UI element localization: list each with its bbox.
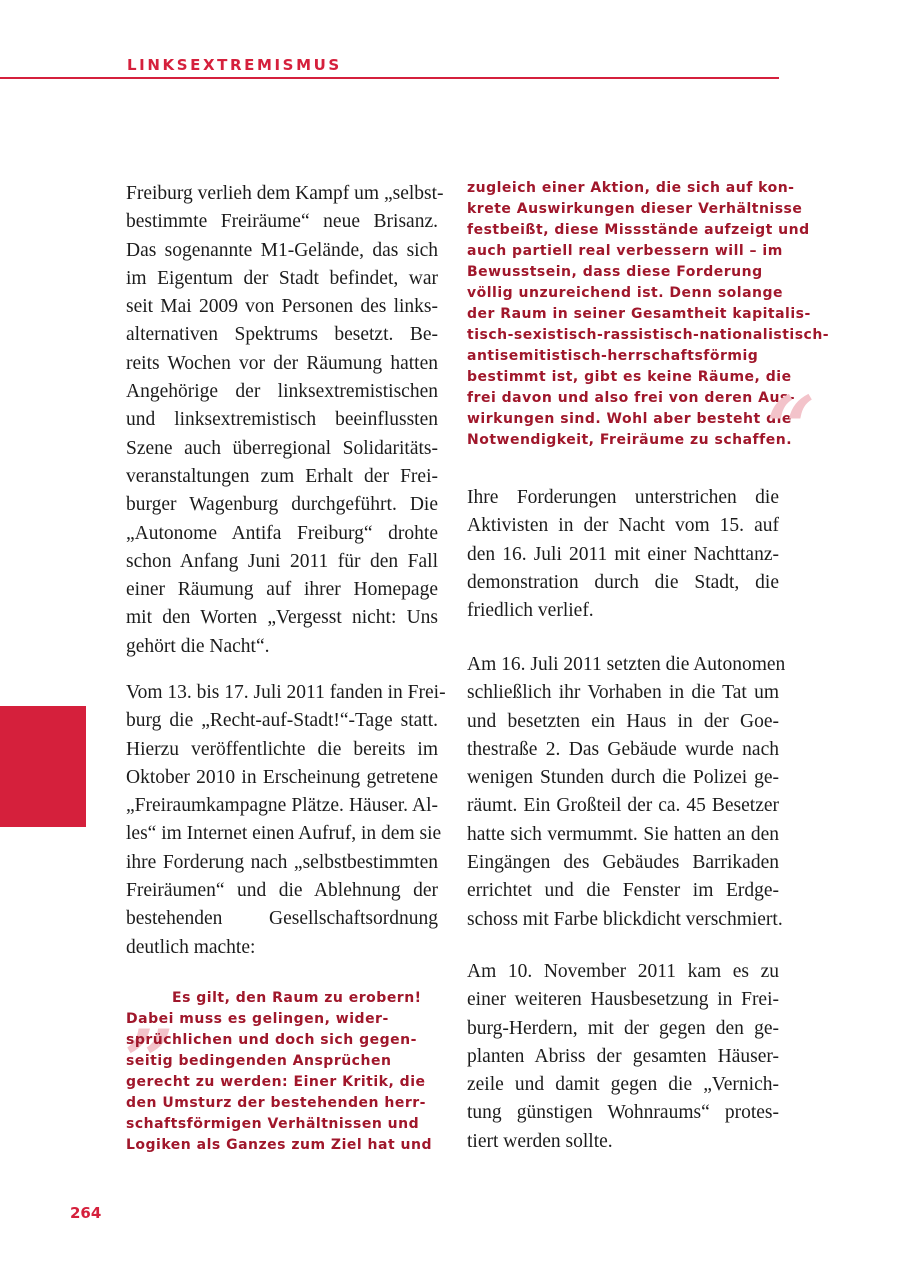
text-line: seitig bedingenden Ansprüchen (126, 1053, 392, 1069)
right-paragraph-2 (467, 651, 786, 934)
text-line: schließlich ihr Vorhaben in die Tat um (467, 682, 779, 704)
text-line: tiert werden sollte. (467, 1130, 613, 1152)
text-line: Am 10. November 2011 kam es zu (467, 961, 779, 982)
text-line: hatte sich vermummt. Sie hatten an den (467, 823, 779, 845)
text-line: räumt. Ein Großteil der ca. 45 Besetzer (467, 795, 779, 817)
text-line: veranstaltungen zum Erhalt der Frei- (126, 465, 438, 487)
side-color-bar (0, 706, 86, 827)
text-line: ihre Forderung nach „selbstbestimmten (126, 851, 438, 873)
text-line: Dabei muss es gelingen, wider- (126, 1011, 389, 1027)
text-line: völlig unzureichend ist. Denn solange (467, 285, 784, 301)
text-line: tung günstigen Wohnraums“ protes- (467, 1102, 779, 1124)
page-number: 264 (70, 1204, 102, 1222)
text-line: Notwendigkeit, Freiräume zu schaffen. (467, 432, 793, 448)
text-line: Szene auch überregional Solidaritäts- (126, 437, 438, 459)
close-quote-mark: “ (766, 378, 816, 479)
right-column-2 (467, 651, 786, 934)
text-line: Logiken als Ganzes zum Ziel hat und (126, 1137, 432, 1153)
text-line: wenigen Stunden durch die Polizei ge- (467, 767, 779, 789)
text-line: sprüchlichen und doch sich gegen- (126, 1032, 417, 1048)
text-line: krete Auswirkungen dieser Verhältnisse (467, 201, 803, 217)
text-line: „Freiraumkampagne Plätze. Häuser. Al- (126, 795, 438, 817)
left-column-2 (126, 679, 446, 962)
text-line: mit den Worten „Vergesst nicht: Uns (126, 607, 438, 629)
text-line: Vom 13. bis 17. Juli 2011 fanden in Frei- (126, 682, 446, 703)
text-line: burger Wagenburg durchgeführt. Die (126, 494, 438, 516)
header-rule (0, 77, 779, 79)
text-line: schoss mit Farbe blickdicht verschmiert. (467, 908, 783, 930)
text-line: gerecht zu werden: Einer Kritik, die (126, 1074, 426, 1090)
text-line: Eingängen des Gebäudes Barrikaden (467, 852, 779, 874)
text-line: schon Anfang Juni 2011 für den Fall (126, 550, 438, 572)
left-paragraph-1 (126, 180, 444, 661)
text-line: Angehörige der linksextremistischen (126, 381, 438, 403)
text-line: Es gilt, den Raum zu erobern! (172, 990, 422, 1006)
right-column-3 (467, 958, 779, 1156)
text-line: Freiburg verlieh dem Kampf um „selbst- (126, 183, 444, 204)
text-line: reits Wochen vor der Räumung hatten (126, 352, 438, 374)
text-line: planten Abriss der gesamten Häuser- (467, 1045, 779, 1067)
text-line: friedlich verlief. (467, 600, 594, 622)
text-line: auch partiell real verbessern will – im (467, 243, 783, 259)
text-line: den 16. Juli 2011 mit einer Nachttanz- (467, 543, 779, 565)
text-line: „Autonome Antifa Freiburg“ drohte (126, 522, 438, 544)
quote-part-1 (126, 988, 438, 1156)
text-line: und linksextremistisch beeinflussten (126, 409, 438, 431)
text-line: zeile und damit gegen die „Vernich- (467, 1074, 779, 1096)
text-line: deutlich machte: (126, 936, 256, 958)
text-line: Oktober 2010 in Erscheinung getretene (126, 766, 438, 788)
text-line: gehört die Nacht“. (126, 635, 270, 657)
text-line: der Raum in seiner Gesamtheit kapitalis- (467, 306, 811, 322)
right-paragraph-1 (467, 484, 779, 625)
text-line: schaftsförmigen Verhältnissen und (126, 1116, 420, 1132)
text-line: errichtet und die Fenster im Erdge- (467, 880, 779, 902)
text-line: Ihre Forderungen unterstrichen die (467, 487, 779, 508)
text-line: les“ im Internet einen Aufruf, in dem sie (126, 823, 442, 845)
text-line: antisemitistisch-herrschaftsförmig (467, 348, 759, 364)
running-header-title: LINKSEXTREMISMUS (127, 56, 342, 74)
text-line: den Umsturz der bestehenden herr- (126, 1095, 426, 1111)
right-paragraph-3 (467, 958, 779, 1156)
text-line: Hierzu veröffentlichte die bereits im (126, 738, 438, 760)
left-column (126, 180, 444, 661)
text-line: festbeißt, diese Missstände aufzeigt und (467, 222, 810, 238)
text-line: einer Räumung auf ihrer Homepage (126, 579, 438, 601)
text-line: bestimmt ist, gibt es keine Räume, die (467, 369, 792, 385)
right-column-1 (467, 484, 779, 625)
left-paragraph-2 (126, 679, 446, 962)
text-line: burg die „Recht-auf-Stadt!“-Tage statt. (126, 710, 438, 732)
text-line: im Eigentum der Stadt befindet, war (126, 267, 438, 289)
text-line: demonstration durch die Stadt, die (467, 571, 779, 593)
text-line: zugleich einer Aktion, die sich auf kon- (467, 180, 795, 196)
text-line: tisch-sexistisch-rassistisch-nationalistisch- (467, 327, 830, 343)
text-line: Freiräumen“ und die Ablehnung der (126, 880, 438, 902)
text-line: einer weiteren Hausbesetzung in Frei- (467, 989, 779, 1011)
text-line: bestehenden Gesellschaftsordnung (126, 908, 438, 930)
text-line: alternativen Spektrums besetzt. Be- (126, 324, 438, 346)
text-line: Am 16. Juli 2011 setzten die Autonomen (467, 654, 786, 675)
text-line: seit Mai 2009 von Personen des links- (126, 296, 438, 318)
text-line: thestraße 2. Das Gebäude wurde nach (467, 738, 779, 760)
text-line: Das sogenannte M1-Gelände, das sich (126, 239, 438, 261)
text-line: burg-Herdern, mit der gegen den ge- (467, 1017, 779, 1039)
text-line: wirkungen sind. Wohl aber besteht die (467, 411, 792, 427)
quote-part-2 (467, 178, 830, 451)
text-line: frei davon und also frei von deren Aus- (467, 390, 796, 406)
text-line: bestimmte Freiräume“ neue Brisanz. (126, 211, 438, 233)
open-quote-mark: „ (126, 962, 176, 1063)
text-line: Bewusstsein, dass diese Forderung (467, 264, 763, 280)
text-line: Aktivisten in der Nacht vom 15. auf (467, 515, 779, 537)
text-line: und besetzten ein Haus in der Goe- (467, 710, 779, 732)
